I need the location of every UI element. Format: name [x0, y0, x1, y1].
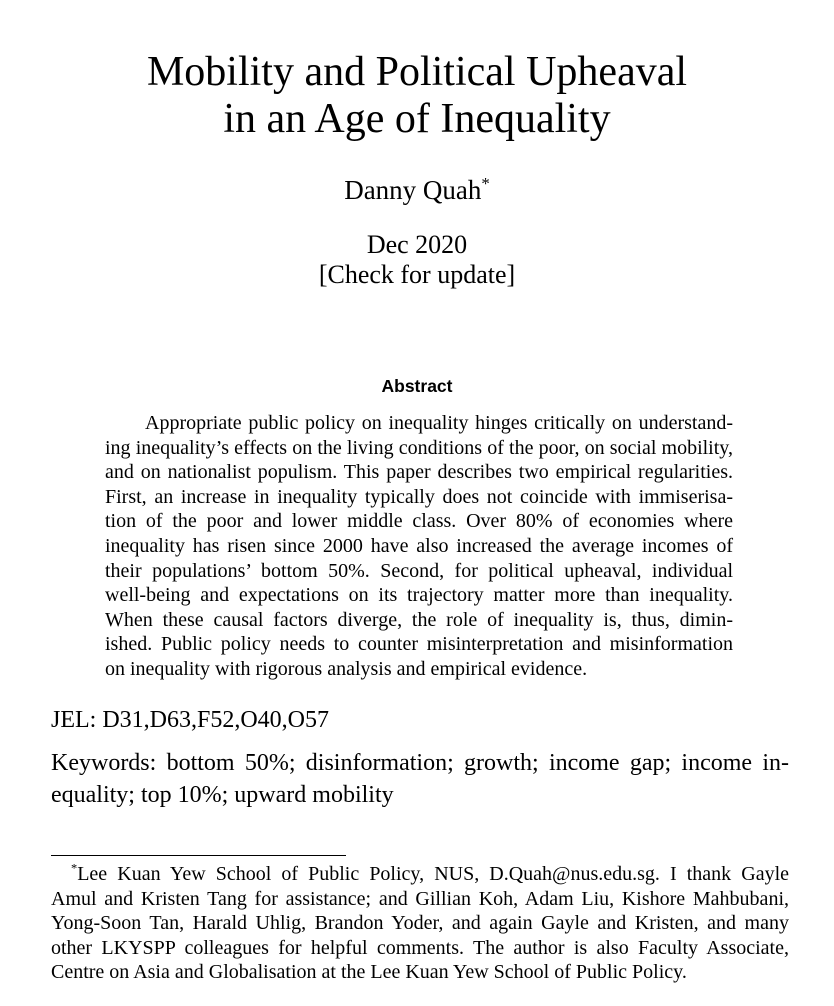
abstract-text	[105, 411, 733, 682]
keywords	[51, 748, 789, 811]
date-block	[0, 230, 834, 289]
jel-codes: JEL: D31,D63,F52,O40,O57	[51, 707, 330, 733]
abstract-line: their populations’ bottom 50%. Second, for political upheaval, individual	[105, 559, 733, 582]
date: Dec 2020	[366, 230, 468, 259]
abstract-line: When these causal factors diverge, the role of inequality is, thus, dimin-	[105, 608, 733, 631]
abstract-line: First, an increase in inequality typically does not coincide with immiserisa-	[105, 485, 733, 508]
abstract-line: ished. Public policy needs to counter misinterpretation and misinformation	[105, 633, 733, 656]
author-name: Danny Quah	[344, 175, 482, 205]
check-for-update-link[interactable]: [Check for update]	[318, 259, 516, 289]
footnote-line: other LKYSPP colleagues for helpful comments. The author is also Faculty Associate,	[51, 936, 789, 959]
abstract-line: on inequality with rigorous analysis and empirical evidence.	[105, 657, 588, 680]
footnote-separator-rule	[51, 855, 346, 856]
abstract-line: ing inequality’s effects on the living conditions of the poor, on social mobility,	[105, 436, 733, 459]
paper-title	[0, 49, 834, 143]
footnote-line: Centre on Asia and Globalisation at the Lee Kuan Yew School of Public Policy.	[51, 961, 687, 984]
abstract-heading: Abstract	[381, 376, 453, 396]
footnote-line: *Lee Kuan Yew School of Public Policy, NUS, D.Quah@nus.edu.sg. I thank Gayle	[71, 861, 789, 885]
footnote	[51, 862, 789, 985]
author-footnote-marker: *	[481, 174, 490, 193]
footnote-line: Amul and Kristen Tang for assistance; and Gillian Koh, Adam Liu, Kishore Mahbubani,	[51, 887, 789, 910]
abstract-line: inequality has risen since 2000 have also increased the average incomes of	[105, 534, 733, 557]
abstract-line: and on nationalist populism. This paper describes two empirical regularities.	[105, 461, 733, 484]
author	[0, 175, 834, 205]
footnote-marker: *	[71, 861, 78, 876]
title-line-2: in an Age of Inequality	[223, 96, 611, 142]
footnote-line: Yong-Soon Tan, Harald Uhlig, Brandon Yoder, and again Gayle and Kristen, and many	[51, 912, 789, 935]
abstract-line: Appropriate public policy on inequality hinges critically on understand-	[145, 412, 733, 434]
abstract-line: tion of the poor and lower middle class. Over 80% of economies where	[105, 510, 733, 533]
title-line-1: Mobility and Political Upheaval	[146, 49, 688, 95]
keywords-line: Keywords: bottom 50%; disinformation; growth; income gap; income in-	[51, 750, 789, 776]
keywords-line: equality; top 10%; upward mobility	[51, 781, 394, 808]
abstract-line: well-being and expectations on its trajectory matter more than inequality.	[105, 584, 733, 607]
